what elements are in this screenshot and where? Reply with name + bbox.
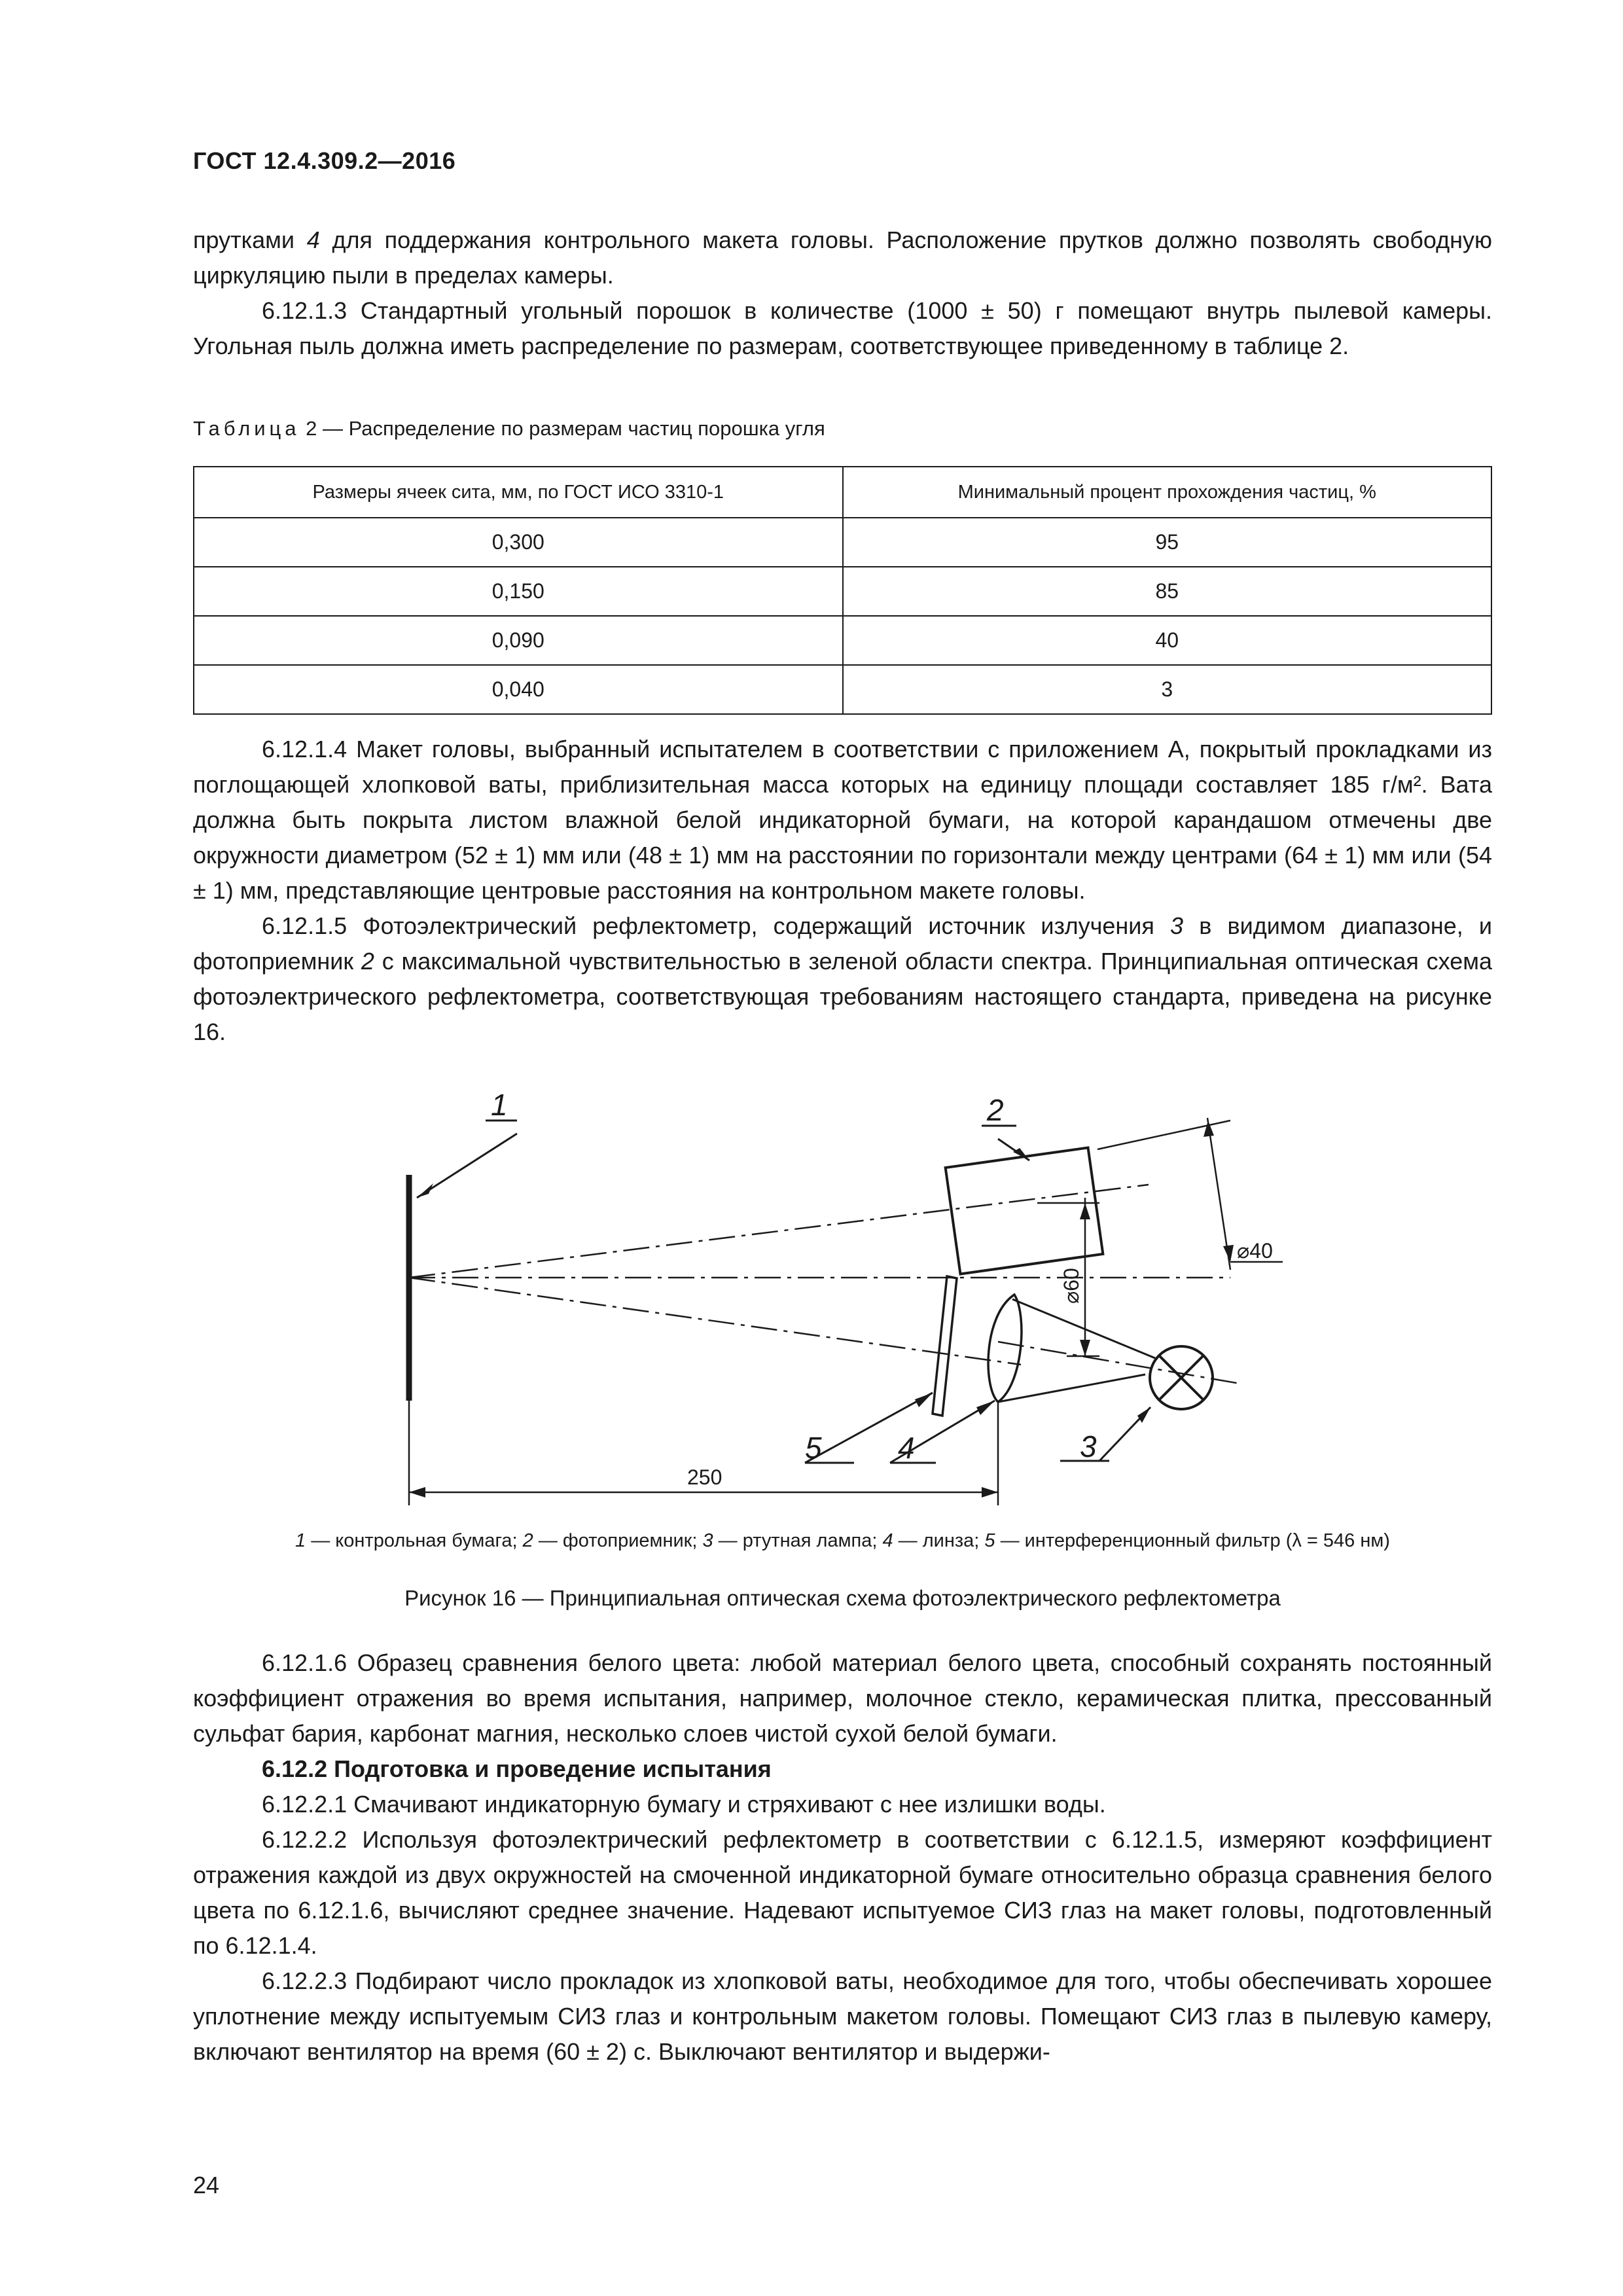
body-text-middle — [193, 732, 1492, 1050]
label-4: 4 — [898, 1431, 915, 1465]
table-cell: 0,300 — [194, 518, 843, 567]
lamp-axis-line — [998, 1342, 1240, 1384]
table-row — [194, 616, 1491, 665]
paragraph-6-12-2-3: 6.12.2.3 Подбирают число прокладок из хлопковой ваты, необходимое для того, чтобы обеспечивать хорошее уплотнение между испытуемым СИЗ глаз и контрольным макетом головы. Помещают СИЗ глаз в пылевую камеру, включают вентилятор на время (60 ± 2) с. Выключают вентилятор и выдержи- — [193, 1967, 1492, 2065]
label-1: 1 — [491, 1088, 508, 1122]
paragraph-continuation: прутками 4 для поддержания контрольного макета головы. Расположение прутков должно позволять свободную циркуляцию пыли в пределах камеры. — [193, 226, 1492, 289]
table-cell: 3 — [843, 665, 1492, 714]
table-caption: Таблица 2 — Распределение по размерам частиц порошка угля — [193, 417, 825, 440]
paragraph-6-12-1-5: 6.12.1.5 Фотоэлектрический рефлектометр, содержащий источник излучения 3 в видимом диапазоне, и фотоприемник 2 с максимальной чувствительностью в зеленой области спектра. Принципиальная оптическая схема фотоэлектрического рефлектометра, соответствующая требованиям настоящего стандарта, приведена на рисунке 16. — [193, 912, 1492, 1045]
label-5: 5 — [805, 1431, 822, 1465]
figure-legend: 1 — контрольная бумага; 2 — фотоприемник; 3 — ртутная лампа; 4 — линза; 5 — интерференционный фильтр (λ = 546 нм) — [295, 1530, 1390, 1551]
figure-title: Рисунок 16 — Принципиальная оптическая схема фотоэлектрического рефлектометра — [404, 1586, 1281, 1610]
dimension-60-label: ⌀60 — [1060, 1268, 1083, 1304]
photodetector — [946, 1147, 1103, 1274]
table-row — [194, 518, 1491, 567]
lens — [988, 1295, 1022, 1402]
section-heading-6-12-2: 6.12.2 Подготовка и проведение испытания — [262, 1755, 772, 1782]
table-row — [194, 567, 1491, 616]
paragraph-6-12-1-3: 6.12.1.3 Стандартный угольный порошок в количестве (1000 ± 50) г помещают внутрь пылевой камеры. Угольная пыль должна иметь распределение по размерам, соответствующее приведенному в таблице 2. — [193, 297, 1492, 359]
table-cell: 0,090 — [194, 616, 843, 665]
table-row — [194, 665, 1491, 714]
body-text-top — [193, 223, 1492, 364]
paragraph-6-12-1-6: 6.12.1.6 Образец сравнения белого цвета: любой материал белого цвета, способный сохранять постоянный коэффициент отражения во время испытания, например, молочное стекло, керамическая плитка, прессованный сульфат бария, карбонат магния, несколько слоев чистой сухой белой бумаги. — [193, 1649, 1492, 1747]
table-cell: 95 — [843, 518, 1492, 567]
optical-scheme-figure — [0, 1073, 1623, 1525]
label-3: 3 — [1080, 1429, 1097, 1463]
particle-size-table — [193, 466, 1492, 715]
paragraph-6-12-1-4: 6.12.1.4 Макет головы, выбранный испытателем в соответствии с приложением А, покрытый прокладками из поглощающей хлопковой ваты, приблизительная масса которых на единицу площади составляет 185 г/м². Вата должна быть покрыта листом влажной белой индикаторной бумаги, на которой карандашом отмечены две окружности диаметром (52 ± 1) мм или (48 ± 1) мм на расстоянии по горизонтали между центрами (64 ± 1) мм или (54 ± 1) мм, представляющие центровые расстояния на контрольном макете головы. — [193, 736, 1492, 904]
body-text-bottom — [193, 1645, 1492, 2070]
table-cell: 40 — [843, 616, 1492, 665]
column-header: Размеры ячеек сита, мм, по ГОСТ ИСО 3310-1 — [194, 467, 843, 518]
table-cell: 0,150 — [194, 567, 843, 616]
table-header-row — [194, 467, 1491, 518]
document-header: ГОСТ 12.4.309.2—2016 — [193, 147, 456, 174]
table-cell: 0,040 — [194, 665, 843, 714]
paragraph-6-12-2-2: 6.12.2.2 Используя фотоэлектрический рефлектометр в соответствии с 6.12.1.5, измеряют коэффициент отражения каждой из двух окружностей на смоченной индикаторной бумаге относительно образца сравнения белого цвета по 6.12.1.6, вычисляют среднее значение. Надевают испытуемое СИЗ глаз на макет головы, подготовленный по 6.12.1.4. — [193, 1826, 1492, 1959]
label-2: 2 — [987, 1093, 1004, 1127]
paragraph-6-12-2-1: 6.12.2.1 Смачивают индикаторную бумагу и стряхивают с нее излишки воды. — [262, 1791, 1106, 1818]
dimension-250-label: 250 — [687, 1465, 722, 1489]
lower-ray-line — [409, 1278, 1021, 1365]
dimension-40-label: ⌀40 — [1237, 1239, 1273, 1263]
table-cell: 85 — [843, 567, 1492, 616]
page-number: 24 — [193, 2172, 220, 2198]
column-header: Минимальный процент прохождения частиц, % — [843, 467, 1492, 518]
interference-filter — [933, 1276, 957, 1416]
